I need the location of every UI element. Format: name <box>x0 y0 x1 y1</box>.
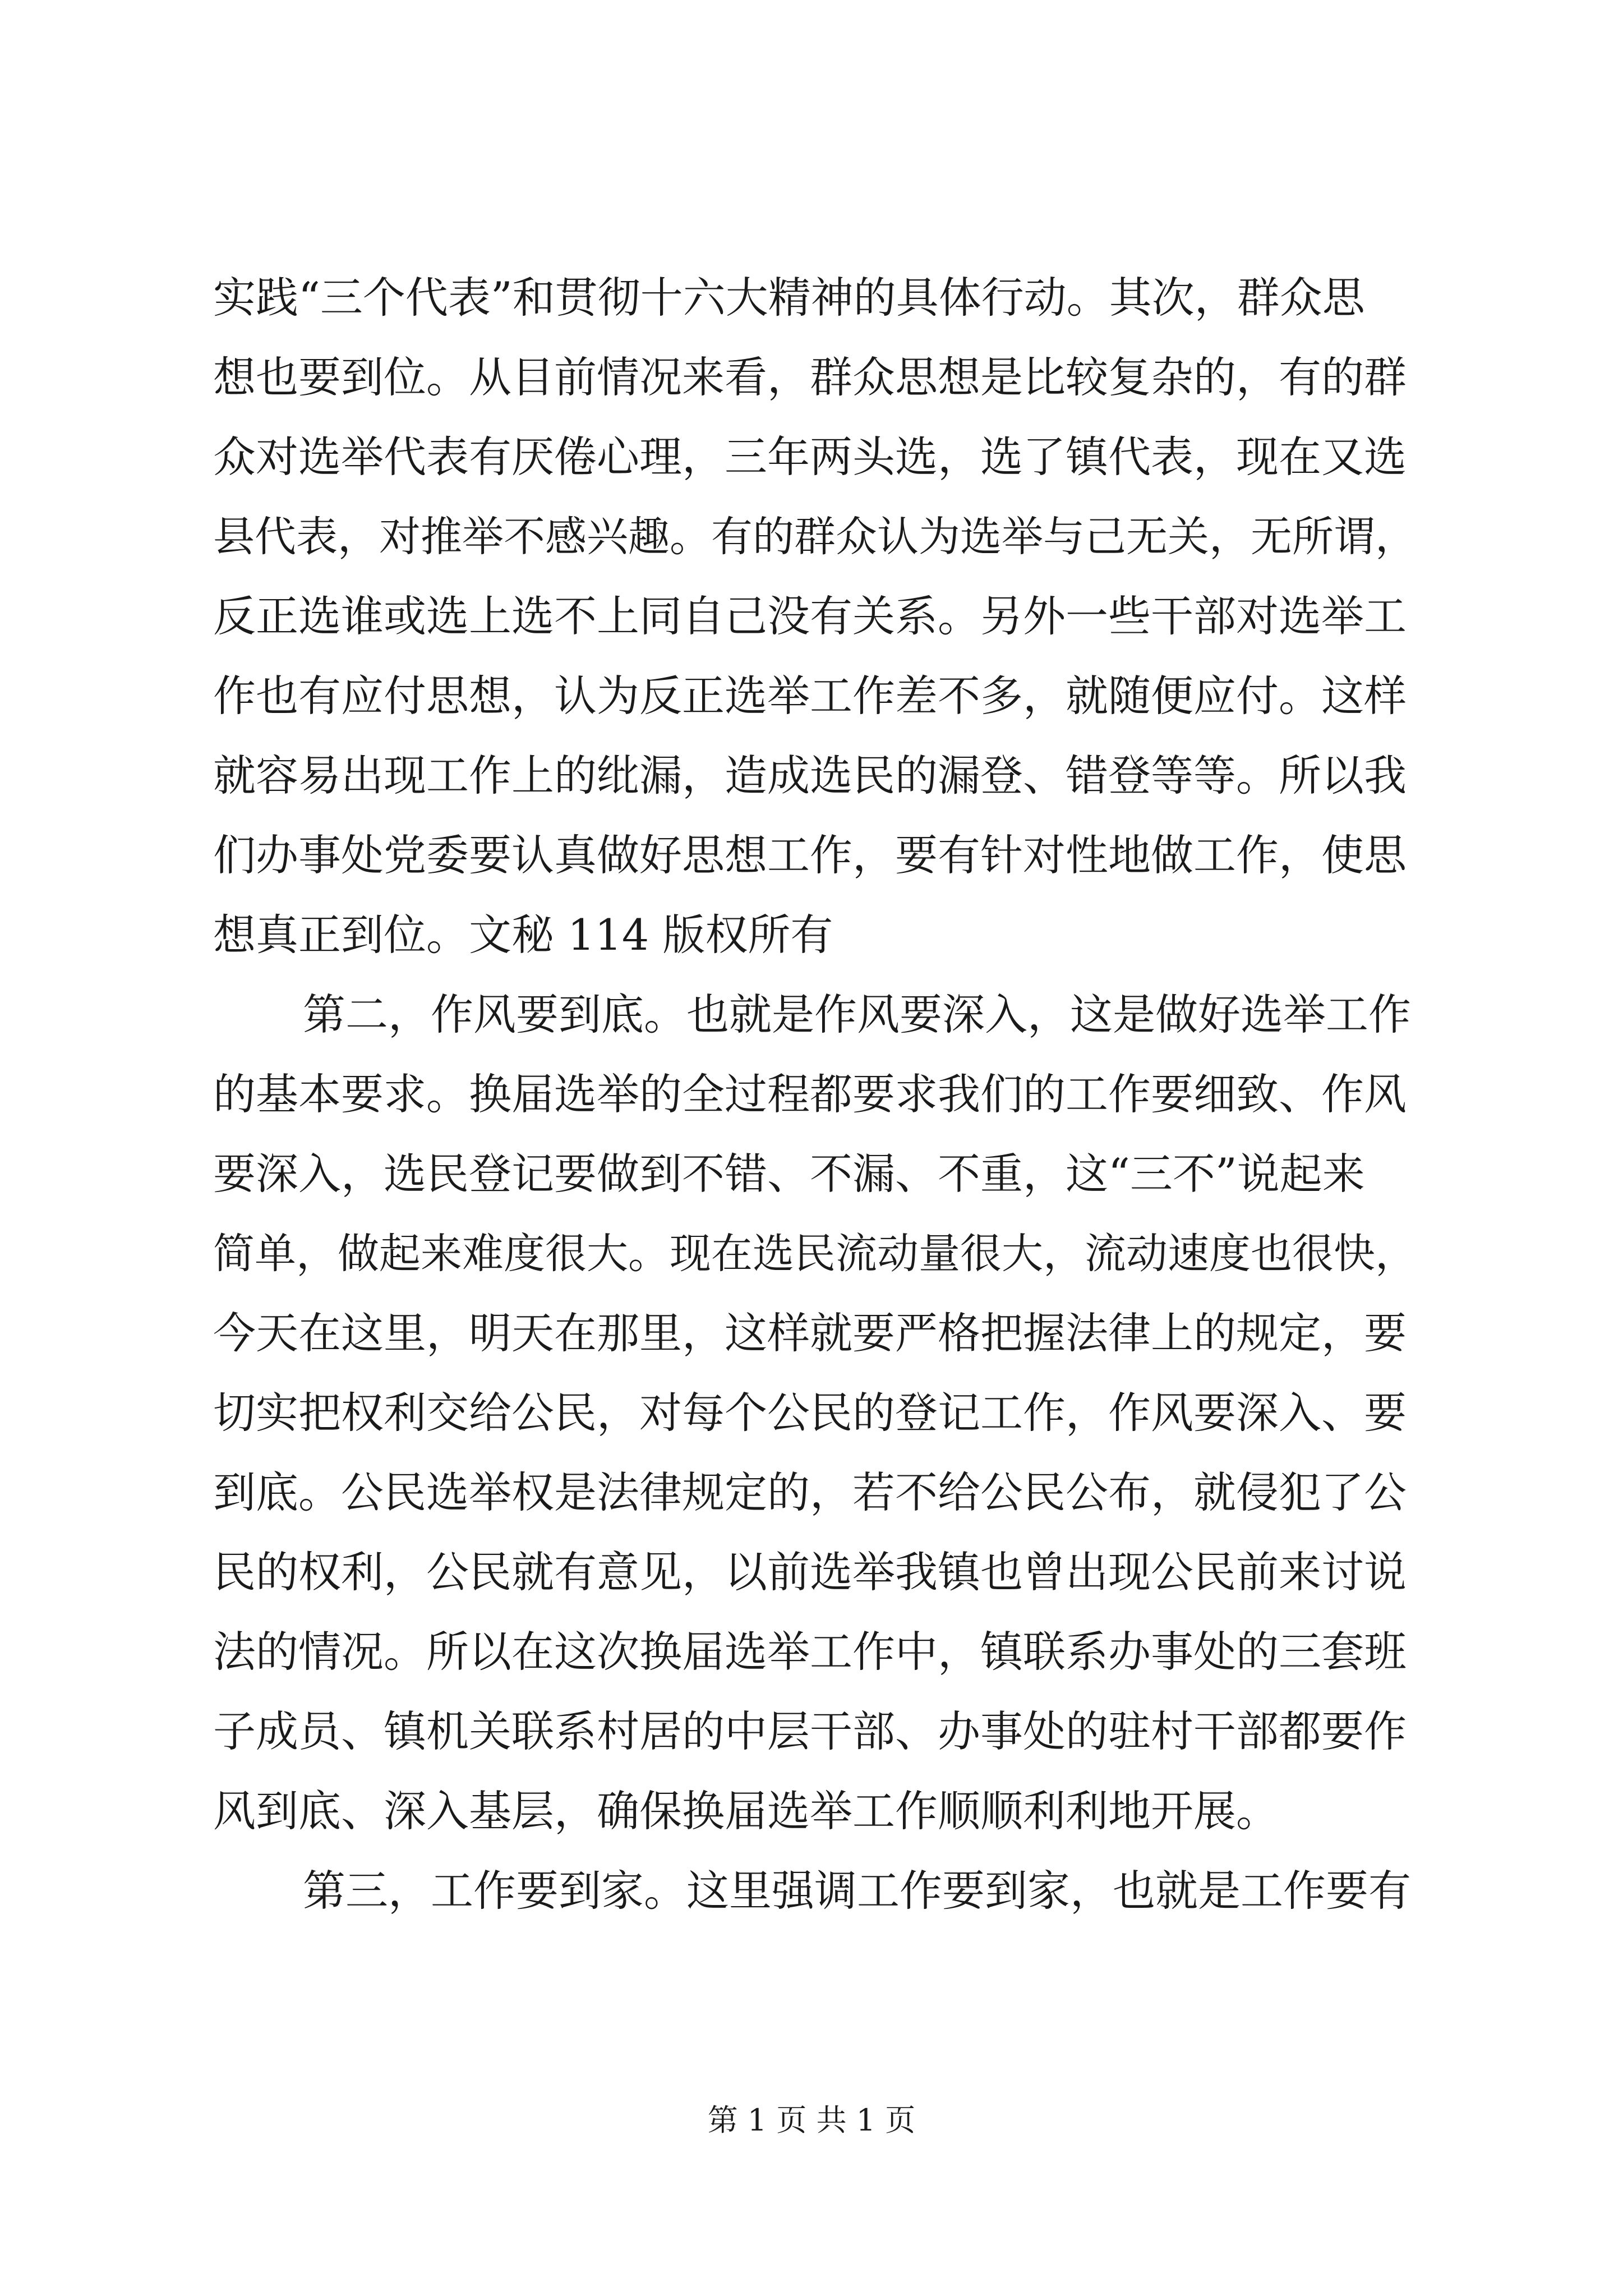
text-line: 反正选谁或选上选不上同自己没有关系。另外一些干部对选举工 <box>213 591 1407 641</box>
text-line: 风到底、深入基层，确保换届选举工作顺顺利利地开展。 <box>213 1786 1279 1836</box>
text-line: 实践“三个代表”和贯彻十六大精神的具体行动。其次，群众思 <box>213 273 1365 323</box>
text-line: 要深入，选民登记要做到不错、不漏、不重，这“三不”说起来 <box>213 1149 1365 1199</box>
text-line: 切实把权利交给公民，对每个公民的登记工作，作风要深入、要 <box>213 1388 1407 1438</box>
text-line: 作也有应付思想，认为反正选举工作差不多，就随便应付。这样 <box>213 671 1407 721</box>
text-line: 众对选举代表有厌倦心理，三年两头选，选了镇代表，现在又选 <box>213 432 1407 482</box>
paragraph-first-line: 第三，工作要到家。这里强调工作要到家，也就是工作要有 <box>303 1866 1411 1916</box>
text-line: 子成员、镇机关联系村居的中层干部、办事处的驻村干部都要作 <box>213 1706 1407 1756</box>
text-line: 县代表，对推举不感兴趣。有的群众认为选举与己无关，无所谓， <box>213 513 1417 561</box>
text-line: 法的情况。所以在这次换届选举工作中，镇联系办事处的三套班 <box>213 1627 1407 1677</box>
page-footer: 第 1 页 共 1 页 <box>707 2102 916 2138</box>
text-line: 简单，做起来难度很大。现在选民流动量很大，流动速度也很快， <box>213 1230 1417 1278</box>
text-line: 们办事处党委要认真做好思想工作，要有针对性地做工作，使思 <box>213 830 1407 880</box>
text-line: 想也要到位。从目前情况来看，群众思想是比较复杂的，有的群 <box>213 352 1407 402</box>
paragraph-first-line: 第二，作风要到底。也就是作风要深入，这是做好选举工作 <box>303 990 1411 1039</box>
text-line: 到底。公民选举权是法律规定的，若不给公民公布，就侵犯了公 <box>213 1467 1407 1517</box>
text-line: 今天在这里，明天在那里，这样就要严格把握法律上的规定，要 <box>213 1308 1407 1358</box>
document-body <box>213 258 1424 1931</box>
text-line: 就容易出现工作上的纰漏，造成选民的漏登、错登等等。所以我 <box>213 751 1407 800</box>
text-line: 想真正到位。文秘 114 版权所有 <box>213 910 833 960</box>
text-line: 民的权利，公民就有意见，以前选举我镇也曾出现公民前来讨说 <box>213 1547 1407 1597</box>
text-line: 的基本要求。换届选举的全过程都要求我们的工作要细致、作风 <box>213 1069 1407 1119</box>
